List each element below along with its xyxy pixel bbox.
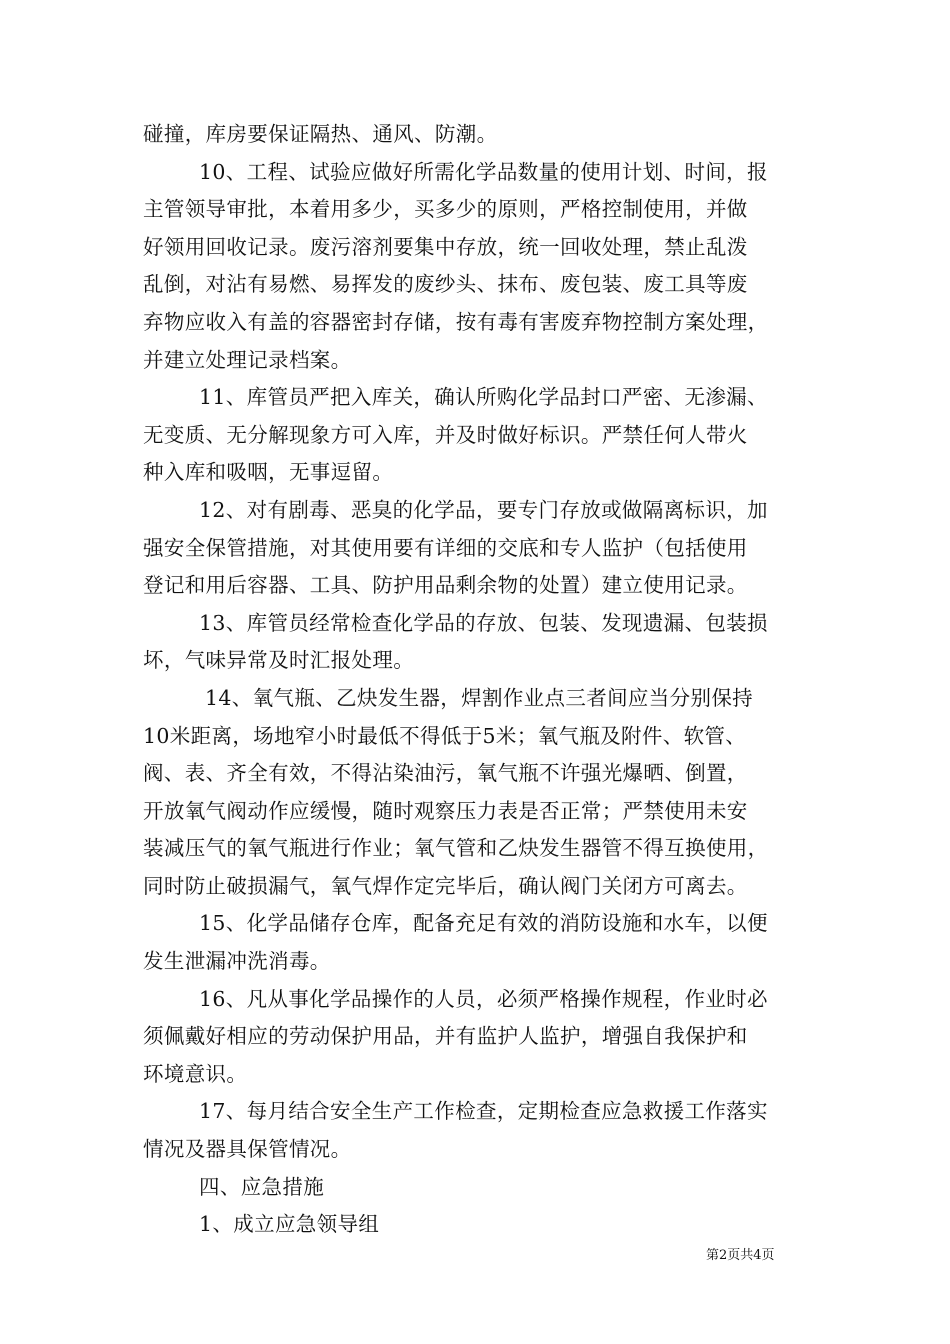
text-line-17: 10米距离，场地窄小时最低不得低于5米；氧气瓶及附件、软管、 [143, 723, 747, 748]
text-line-1: 碰撞，库房要保证隔热、通风、防潮。 [143, 122, 498, 146]
text-line-8: 11、库管员严把入库关，确认所购化学品封口严密、无渗漏、 [199, 385, 768, 410]
text-line-22: 15、化学品储存仓库，配备充足有效的消防设施和水车，以便 [199, 911, 768, 936]
text-line-11: 12、对有剧毒、恶臭的化学品，要专门存放或做隔离标识，加 [199, 497, 768, 522]
text-line-6: 弃物应收入有盖的容器密封存储，按有毒有害废弃物控制方案处理， [143, 309, 769, 334]
text-line-3: 主管领导审批，本着用多少，买多少的原则，严格控制使用，并做 [143, 197, 748, 222]
text-line-19: 开放氧气阀动作应缓慢，随时观察压力表是否正常；严禁使用未安 [143, 798, 748, 823]
subsection-heading: 1、成立应急领导组 [199, 1212, 380, 1237]
page-number: 第2页共4页 [706, 1248, 775, 1263]
text-line-26: 环境意识。 [143, 1061, 248, 1086]
text-line-25: 须佩戴好相应的劳动保护用品，并有监护人监护，增强自我保护和 [143, 1024, 748, 1049]
text-line-7: 并建立处理记录档案。 [143, 347, 352, 372]
text-line-13: 登记和用后容器、工具、防护用品剩余物的处置）建立使用记录。 [143, 573, 748, 598]
text-line-2: 10、工程、试验应做好所需化学品数量的使用计划、时间，报 [199, 159, 768, 184]
text-line-10: 种入库和吸咽，无事逗留。 [143, 460, 394, 485]
text-line-27: 17、每月结合安全生产工作检查，定期检查应急救援工作落实 [199, 1099, 768, 1124]
text-line-5: 乱倒，对沾有易燃、易挥发的废纱头、抹布、废包装、废工具等废 [143, 272, 748, 297]
document-body [143, 116, 808, 1244]
text-line-23: 发生泄漏冲洗消毒。 [143, 949, 331, 974]
text-line-14: 13、库管员经常检查化学品的存放、包装、发现遗漏、包装损 [199, 610, 768, 635]
text-line-4: 好领用回收记录。废污溶剂要集中存放，统一回收处理，禁止乱泼 [143, 234, 748, 259]
text-line-24: 16、凡从事化学品操作的人员，必须严格操作规程，作业时必 [199, 986, 768, 1011]
text-line-20: 装减压气的氧气瓶进行作业；氧气管和乙炔发生器管不得互换使用， [143, 836, 769, 861]
text-line-21: 同时防止破损漏气，氧气焊作定完毕后，确认阀门关闭方可离去。 [143, 873, 748, 898]
text-line-15: 坏，气味异常及时汇报处理。 [143, 648, 415, 673]
text-line-16: 14、氧气瓶、乙炔发生器，焊割作业点三者间应当分别保持 [205, 685, 754, 710]
text-line-28: 情况及器具保管情况。 [143, 1137, 352, 1162]
text-line-18: 阀、表、齐全有效，不得沾染油污，氧气瓶不许强光爆晒、倒置， [143, 761, 748, 786]
section-heading: 四、应急措施 [199, 1174, 325, 1199]
text-line-9: 无变质、无分解现象方可入库，并及时做好标识。严禁任何人带火 [143, 422, 748, 447]
text-line-12: 强安全保管措施，对其使用要有详细的交底和专人监护（包括使用 [143, 535, 748, 560]
